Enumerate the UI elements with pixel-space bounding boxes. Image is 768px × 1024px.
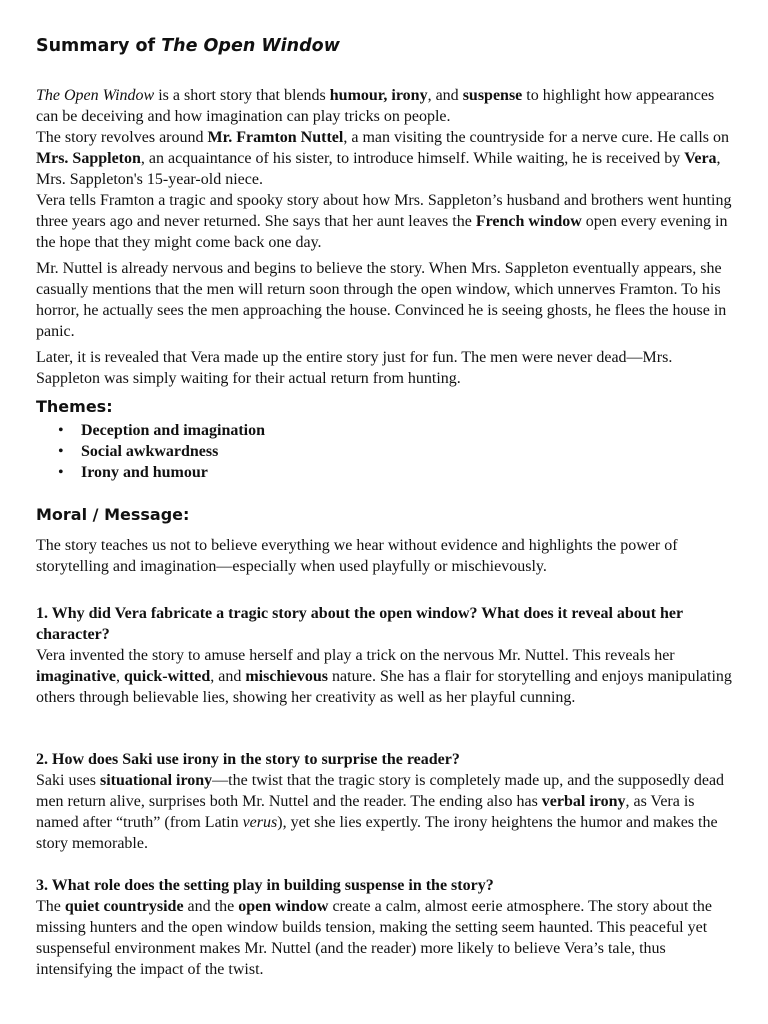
question-3-text: 3. What role does the setting play in building suspense in the story? [36,877,494,894]
themes-heading: Themes: [36,397,113,416]
italic-run: The Open Window [36,87,155,104]
text-run: and the [183,898,239,915]
text-run: , Mrs. Sappleton's 15-year-old niece. [36,150,721,188]
text-run: , an acquaintance of his sister, to introduce himself. While waiting, he is received by [140,150,685,167]
answer-1-text [36,645,736,708]
italic-run: verus [242,814,278,831]
moral-heading: Moral / Message: [36,505,190,524]
text-run: , and [210,668,246,685]
text-run: , a man visiting the countryside for a nerve cure. He calls on [343,129,729,146]
text-run: is a short story that blends [154,87,330,104]
text-run: —the twist that the tragic story is completely made up, and the supposedly dead men return alive, surprises both Mr. Nuttel and the reader. The ending also has [36,772,725,810]
bold-run: Vera [684,150,717,167]
bold-run: imaginative [36,668,116,685]
bullet-icon: • [58,443,64,460]
bold-run: suspense [462,87,523,104]
text-run: create a calm, almost eerie atmosphere. The story about the missing hunters and the open window builds tension, making the setting seem haunted. This peaceful yet suspenseful environment makes Mr. Nuttel (and the reader) more likely to believe Vera’s tale, thus intensifying the impact of the twist. [36,898,712,978]
question-1-text: 1. Why did Vera fabricate a tragic story about the open window? What does it reveal about her character? [36,605,683,643]
title-italic: The Open Window [161,36,340,56]
text-run: Saki uses [36,772,100,789]
question-2-text: 2. How does Saki use irony in the story to surprise the reader? [36,751,460,768]
question-1 [36,603,736,708]
list-item: • Deception and imagination [58,422,266,439]
bold-run: verbal irony [541,793,626,810]
text-run: Vera invented the story to amuse herself and play a trick on the nervous Mr. Nuttel. This reveals her [36,647,675,664]
text-run: open every evening in the hope that they might come back one day. [36,213,728,251]
list-item: • Social awkwardness [58,443,219,460]
page-title: Summary of The Open Window [36,36,340,56]
bullet-icon: • [58,464,64,481]
answer-2-text [36,770,736,854]
question-3 [36,875,736,980]
bold-run: humour, irony [329,87,428,104]
text-run: nature. She has a flair for storytelling and enjoys manipulating others through believable lies, showing her creativity as well as her playful cunning. [36,668,732,706]
bold-run: open window [238,898,329,915]
text-run: , [116,668,124,685]
paragraph-nervous: Mr. Nuttel is already nervous and begins to believe the story. When Mrs. Sappleton eventually appears, she casually mentions that the men will return soon through the open window, which unnerves Framton. To his horror, he actually sees the men approaching the house. Convinced he is seeing ghosts, he flees the house in panic. [36,260,727,340]
question-2 [36,749,736,854]
text-run: Vera tells Framton a tragic and spooky story about how Mrs. Sappleton’s husband and brothers went hunting three years ago and never returned. She says that her aunt leaves the [36,192,732,230]
list-item: • Irony and humour [58,464,208,481]
intro-line-2 [36,127,736,190]
intro-line-1 [36,85,736,127]
bold-run: mischievous [245,668,329,685]
text-run: ), yet she lies expertly. The irony heightens the humor and makes the story memorable. [36,814,718,852]
bold-run: Mrs. Sappleton [36,150,141,167]
bold-run: Mr. Framton Nuttel [207,129,344,146]
bold-run: situational irony [100,772,213,789]
bold-run: French window [475,213,582,230]
moral-text: The story teaches us not to believe everything we hear without evidence and highlights the power of storytelling and imagination—especially when used playfully or mischievously. [36,537,678,575]
answer-3-text [36,896,736,980]
intro-section [36,85,736,253]
text-run: The [36,898,65,915]
paragraph-revealed: Later, it is revealed that Vera made up the entire story just for fun. The men were never dead—Mrs. Sappleton was simply waiting for their actual return from hunting. [36,349,673,387]
text-run: , and [427,87,463,104]
text-run: to highlight how appearances can be deceiving and how imagination can play tricks on people. [36,87,715,125]
bold-run: quick-witted [124,668,211,685]
themes-list [36,420,265,483]
text-run: The story revolves around [36,129,208,146]
bullet-icon: • [58,422,64,439]
text-run: , as Vera is named after “truth” (from Latin [36,793,695,831]
bold-run: quiet countryside [64,898,184,915]
intro-line-3 [36,190,736,253]
